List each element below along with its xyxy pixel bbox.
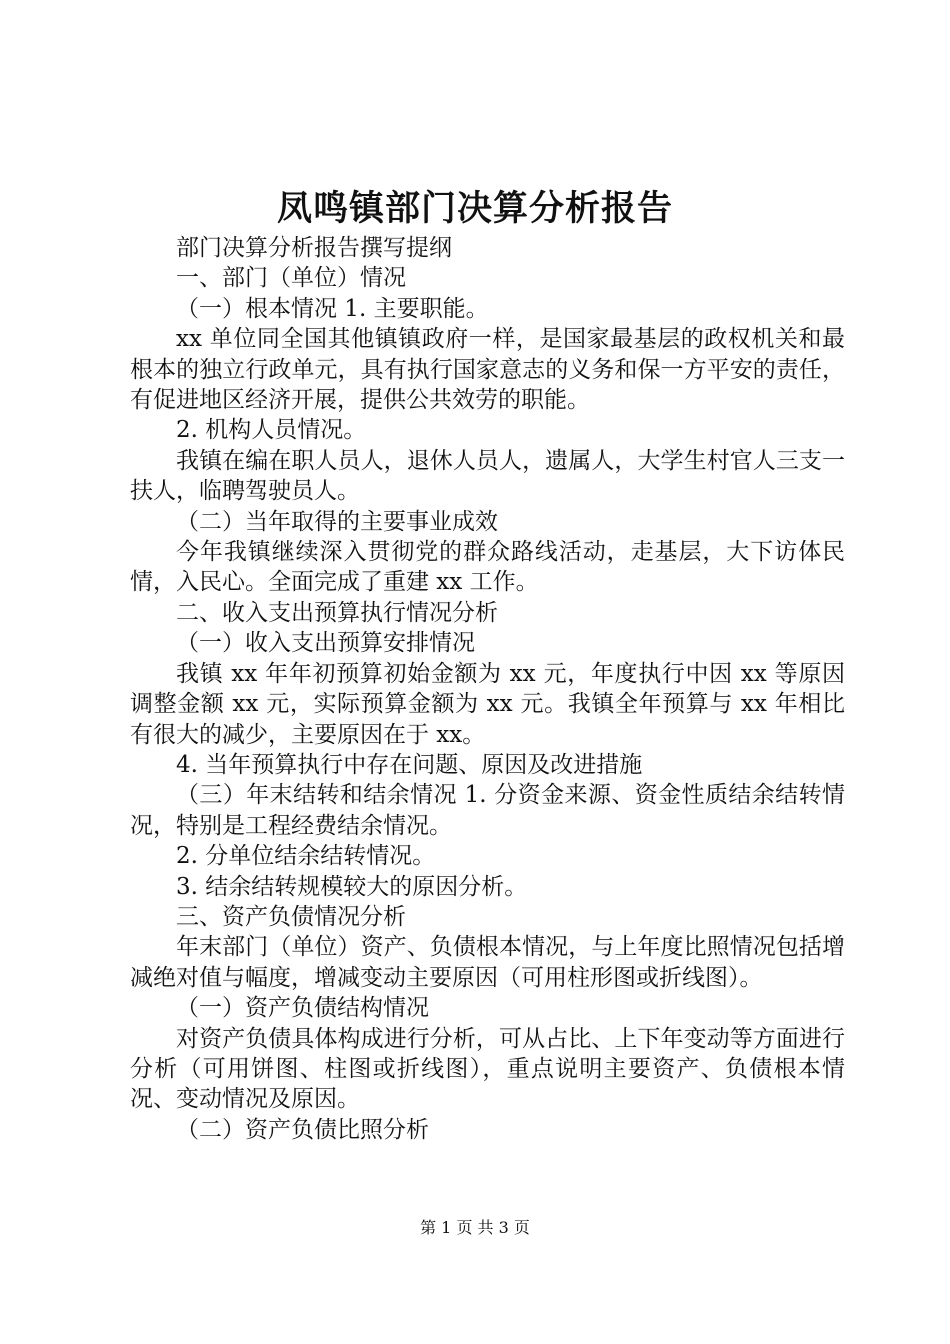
paragraph: 2. 分单位结余结转情况。 (176, 843, 436, 870)
paragraph: 我镇 xx 年年初预算初始金额为 xx 元，年度执行中因 xx 等原因调整金额 xx 元，实际预算金额为 xx 元。我镇全年预算与 xx 年相比有很大的减少，主要原因在于 xx。 (130, 660, 845, 748)
document-body (130, 233, 845, 1145)
subsection-heading: （三）年末结转和结余情况 1. 分资金来源、资金性质结余结转情况，特别是工程经费结余情况。 (130, 782, 845, 839)
section-heading: 三、资产负债情况分析 (176, 903, 406, 930)
subsection-heading: （一）资产负债结构情况 (176, 995, 429, 1022)
subsection-heading: （二）资产负债比照分析 (176, 1116, 429, 1143)
page-footer: 第 1 页 共 3 页 (420, 1218, 530, 1237)
paragraph: 2. 机构人员情况。 (176, 417, 367, 444)
paragraph: 我镇在编在职人员人，退休人员人，遗属人，大学生村官人三支一扶人，临聘驾驶员人。 (130, 447, 845, 505)
subsection-heading: （一）收入支出预算安排情况 (176, 630, 475, 657)
paragraph: 年末部门（单位）资产、负债根本情况，与上年度比照情况包括增减绝对值与幅度，增减变动主要原因（可用柱形图或折线图）。 (130, 934, 845, 991)
paragraph: 4. 当年预算执行中存在问题、原因及改进措施 (176, 751, 643, 778)
paragraph: 今年我镇继续深入贯彻党的群众路线活动，走基层，大下访体民情，入民心。全面完成了重建 xx 工作。 (130, 539, 845, 596)
document-title: 凤鸣镇部门决算分析报告 (276, 188, 673, 229)
subsection-heading: （二）当年取得的主要事业成效 (176, 508, 498, 535)
section-heading: 二、收入支出预算执行情况分析 (176, 599, 498, 626)
paragraph: 对资产负债具体构成进行分析，可从占比、上下年变动等方面进行分析（可用饼图、柱图或折线图），重点说明主要资产、负债根本情况、变动情况及原因。 (130, 1025, 845, 1113)
section-heading: 一、部门（单位）情况 (176, 265, 406, 292)
paragraph: xx 单位同全国其他镇镇政府一样，是国家最基层的政权机关和最根本的独立行政单元，具有执行国家意志的义务和保一方平安的责任，有促进地区经济开展，提供公共效劳的职能。 (130, 326, 845, 414)
subsection-heading: （一）根本情况 1. 主要职能。 (176, 295, 489, 322)
paragraph: 3. 结余结转规模较大的原因分析。 (176, 873, 528, 900)
paragraph: 部门决算分析报告撰写提纲 (176, 235, 452, 261)
